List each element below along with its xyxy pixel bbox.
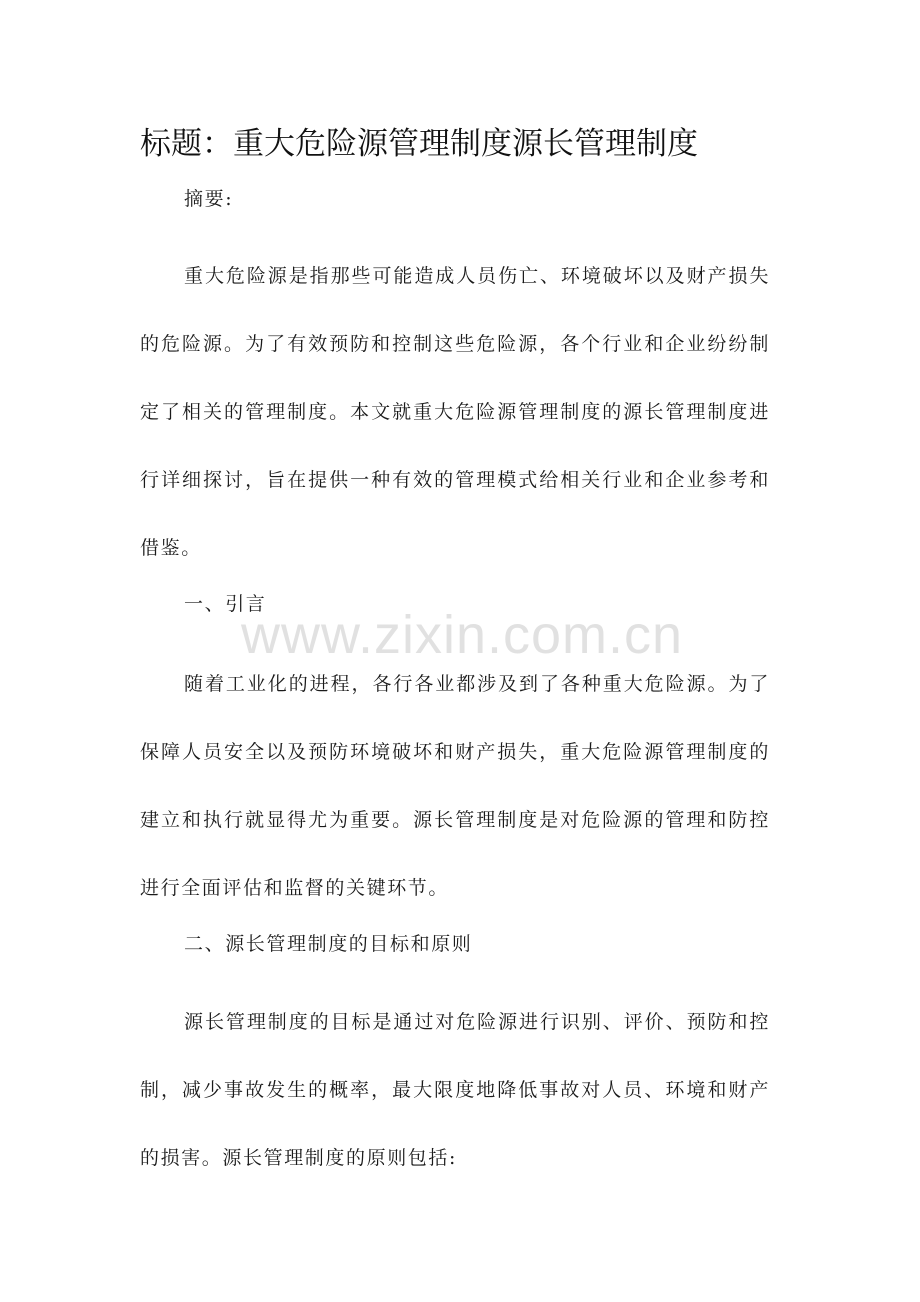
goals-principles-paragraph: 源长管理制度的目标是通过对危险源进行识别、评价、预防和控制，减少事故发生的概率，最大限度地降低事故对人员、环境和财产的损害。源长管理制度的原则包括:	[140, 1011, 770, 1169]
watermark-text: www.zixin.com.cn	[240, 605, 684, 665]
document-title: 标题：重大危险源管理制度源长管理制度	[140, 126, 698, 162]
section-heading-goals-principles: 二、源长管理制度的目标和原则	[184, 933, 473, 955]
abstract-label: 摘要:	[184, 188, 234, 210]
abstract-paragraph: 重大危险源是指那些可能造成人员伤亡、环境破坏以及财产损失的危险源。为了有效预防和控制这些危险源，各个行业和企业纷纷制定了相关的管理制度。本文就重大危险源管理制度的源长管理制度进行详细探讨，旨在提供一种有效的管理模式给相关行业和企业参考和借鉴。	[140, 265, 770, 559]
introduction-paragraph: 随着工业化的进程，各行各业都涉及到了各种重大危险源。为了保障人员安全以及预防环境破坏和财产损失，重大危险源管理制度的建立和执行就显得尤为重要。源长管理制度是对危险源的管理和防控进行全面评估和监督的关键环节。	[140, 673, 770, 899]
section-heading-introduction: 一、引言	[184, 593, 267, 615]
